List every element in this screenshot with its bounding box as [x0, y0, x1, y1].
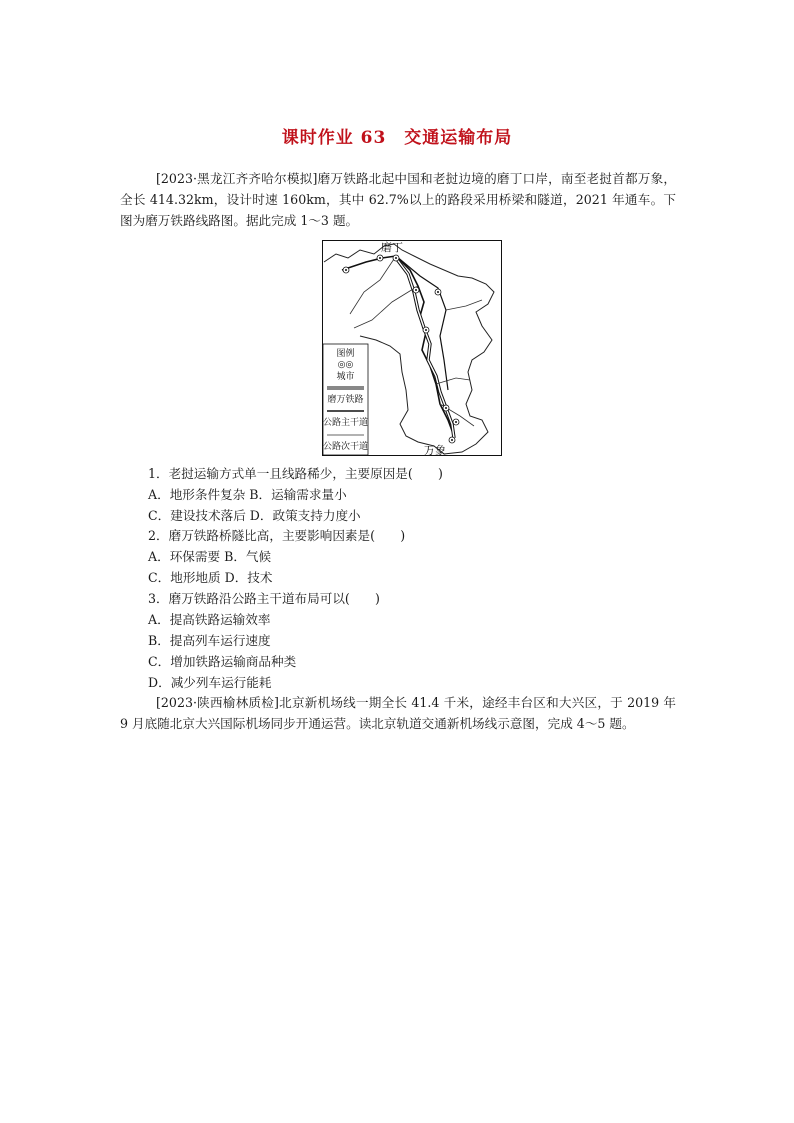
- railway-map: [322, 240, 502, 456]
- legend-title: 图例: [336, 349, 355, 359]
- intro-paragraph-1: [2023·黑龙江齐齐哈尔模拟]磨万铁路北起中国和老挝边境的磨丁口岸，南至老挝首都万象，全长 414.32km，设计时速 160km，其中 62.7%以上的路段采用桥梁和隧道，2021 年通车。下图为磨万铁路线路图。据此完成 1～3 题。: [120, 171, 676, 228]
- question-2: 2．磨万铁路桥隧比高，主要影响因素是( ): [148, 528, 406, 543]
- legend-secondary-road-label: 公路次干道: [322, 442, 369, 452]
- question-3-option-c: C．增加铁路运输商品种类: [148, 654, 297, 669]
- page-title: 课时作业 63 交通运输布局: [281, 128, 513, 148]
- question-1: 1．老挝运输方式单一且线路稀少，主要原因是( ): [148, 466, 443, 481]
- question-3-option-d: D．减少列车运行能耗: [148, 675, 272, 690]
- question-3: 3．磨万铁路沿公路主干道布局可以( ): [148, 591, 380, 606]
- question-1-options-cd: C．建设技术落后 D．政策支持力度小: [148, 508, 361, 523]
- question-1-options-ab: A．地形条件复杂 B．运输需求量小: [148, 487, 347, 502]
- question-2-options-cd: C．地形地质 D．技术: [148, 570, 273, 585]
- modin-label: 磨丁: [381, 241, 403, 254]
- legend-railway-label: 磨万铁路: [327, 395, 364, 405]
- legend-city-label: 城市: [336, 372, 355, 382]
- question-3-option-b: B．提高列车运行速度: [148, 633, 271, 648]
- question-2-options-ab: A．环保需要 B．气候: [148, 549, 272, 564]
- legend-city-symbol: ◎◎: [337, 360, 354, 370]
- vientiane-label: 万象: [424, 444, 446, 456]
- intro-paragraph-2: [2023·陕西榆林质检]北京新机场线一期全长 41.4 千米，途经丰台区和大兴区，于 2019 年 9 月底随北京大兴国际机场同步开通运营。读北京轨道交通新机场线示意图，完成 4～5 题。: [120, 695, 676, 731]
- map-legend: [323, 344, 368, 455]
- legend-main-road-label: 公路主干道: [322, 418, 369, 428]
- question-3-option-a: A．提高铁路运输效率: [148, 612, 271, 627]
